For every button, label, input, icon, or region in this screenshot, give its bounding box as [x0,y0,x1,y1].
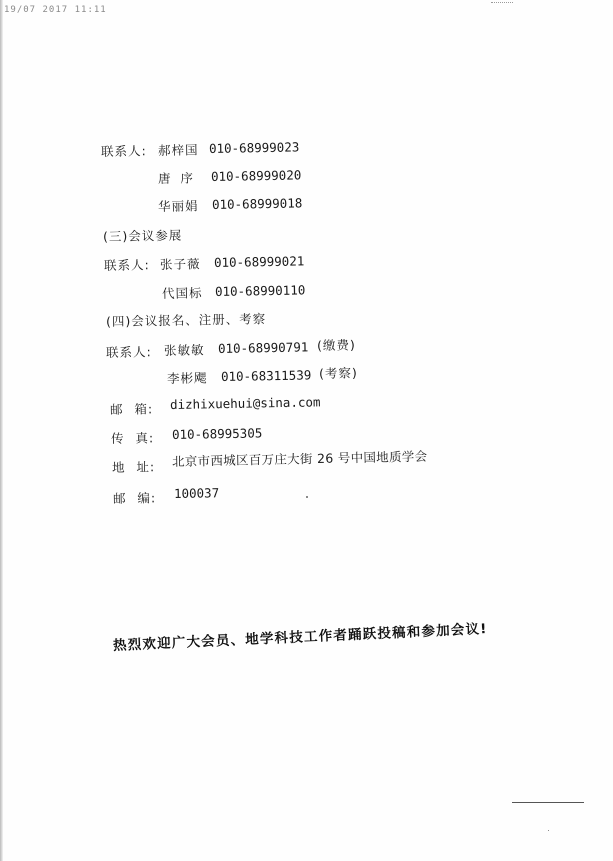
fax-label: 传 真: [110,430,155,446]
email-value: dizhixuehui@sina.com [169,394,321,412]
section-heading: (四)会议报名、注册、考察 [105,311,267,329]
fax-header-stamp: 19/07 2017 11:11 [4,5,107,15]
contact-name: 郝梓国 [157,142,199,158]
contact-label: 联系人: [103,257,150,273]
contact-label: 联系人: [105,344,152,360]
contact-phone: 010-68999020 [210,167,302,184]
contact-phone: 010-68990110 [214,282,306,299]
footer-rule [512,802,584,803]
address-value: 北京市西城区百万庄大街 26 号中国地质学会 [171,448,428,469]
closing-invitation: 热烈欢迎广大会员、地学科技工作者踊跃投稿和参加会议! [112,621,488,654]
fax-value: 010-68995305 [171,425,263,442]
postcode-value: 100037 [173,485,220,501]
email-label: 邮 箱: [109,401,154,417]
postcode-label: 邮 编: [112,490,157,506]
contact-name: 唐 序 [157,170,195,186]
contact-phone: 010-68999018 [211,195,303,212]
contact-name: 李彬飔 [166,370,208,386]
scan-speck [548,830,549,831]
contact-phone: 010-68311539 [220,367,312,384]
contact-name: 代国标 [161,285,203,301]
contact-note: (考察) [318,365,358,381]
scan-speck [306,496,308,498]
contact-note: (缴费) [316,337,356,353]
section-heading: (三)会议参展 [102,227,183,244]
contact-name: 张子薇 [159,256,201,272]
contact-phone: 010-68999023 [208,139,300,156]
contact-phone: 010-68999021 [213,253,305,270]
address-label: 地 址: [111,459,156,475]
contact-label: 联系人: [100,143,147,159]
fax-corner-mark [491,0,513,3]
contact-phone: 010-68990791 [217,339,309,356]
scan-edge-shadow [0,0,3,861]
contact-name: 张敏敏 [163,342,205,358]
contact-name: 华丽娟 [157,198,199,214]
